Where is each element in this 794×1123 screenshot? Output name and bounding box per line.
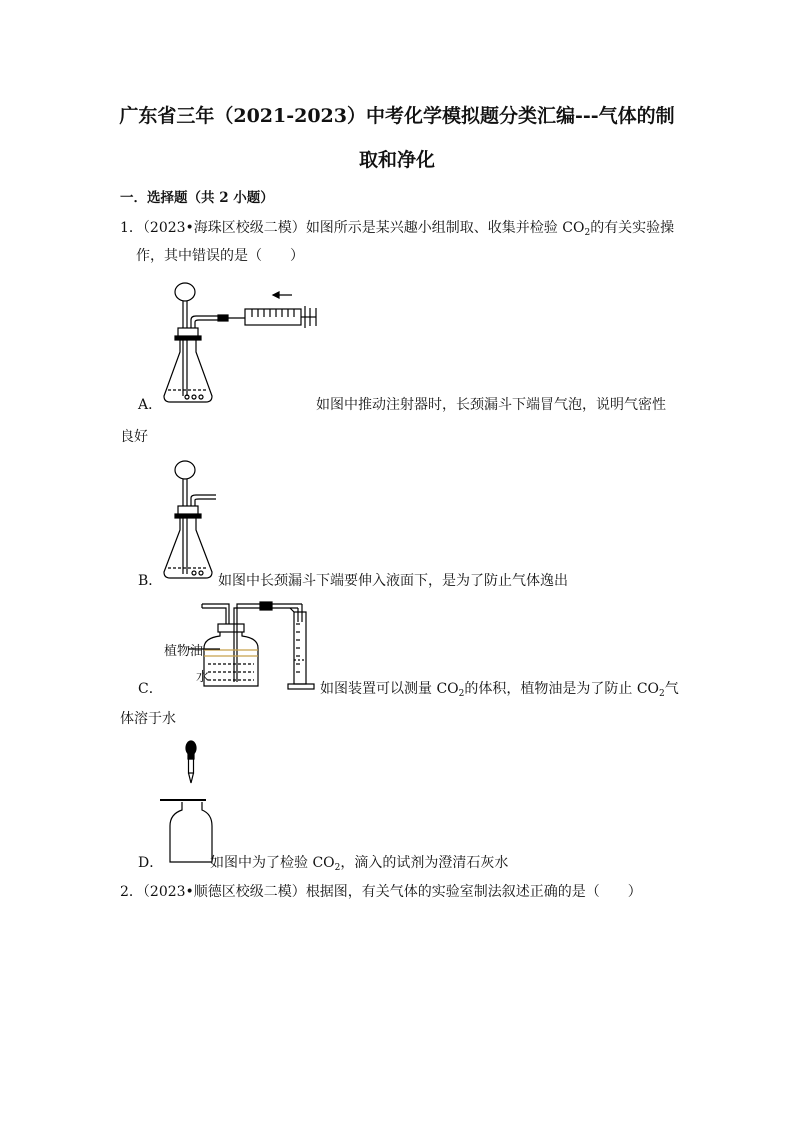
- figure-a-apparatus: [160, 278, 330, 408]
- question-stem: 根据图，有关气体的实验室制法叙述正确的是（ ）: [305, 884, 642, 900]
- option-a-text-continued: 良好: [120, 429, 148, 445]
- gas-bottle: [204, 630, 258, 686]
- figure-label-water: 水: [196, 670, 210, 685]
- page-title: 广东省三年（2021-2023）中考化学模拟题分类汇编---气体的制: [119, 105, 675, 127]
- question-source: （2023•顺德区校级二模）: [142, 884, 306, 900]
- question-stem: 如图所示是某兴趣小组制取、收集并检验 CO: [305, 220, 585, 236]
- option-c-text-part: 如图装置可以测量 CO: [320, 681, 459, 697]
- option-b-text: 如图中长颈漏斗下端要伸入液面下，是为了防止气体逸出: [218, 573, 568, 589]
- dropper-bulb: [186, 741, 196, 755]
- option-d-text: [210, 852, 508, 873]
- gas-collecting-bottle: [170, 802, 212, 862]
- page-title-continued: 取和净化: [358, 149, 435, 171]
- figure-b-apparatus: [160, 458, 230, 584]
- syringe-barrel: [245, 309, 301, 325]
- option-a-label[interactable]: A．: [138, 397, 163, 413]
- option-d-text-part: 如图中为了检验 CO: [210, 855, 335, 871]
- question-source: （2023•海珠区校级二模）: [142, 220, 306, 236]
- subscript: 2: [458, 689, 465, 699]
- option-c-text-continued: 体溶于水: [120, 711, 176, 727]
- option-d-text-part: ，滴入的试剂为澄清石灰水: [340, 855, 509, 871]
- arrow-left-icon: [273, 292, 292, 298]
- subscript: 2: [584, 228, 591, 238]
- subscript: 2: [334, 863, 341, 873]
- question-number: 1．: [120, 220, 143, 236]
- option-a-text: 如图中推动注射器时，长颈漏斗下端冒气泡，说明气密性: [316, 397, 666, 413]
- figure-d-apparatus: [160, 736, 220, 866]
- conical-flask: [164, 340, 212, 402]
- figure-label-oil: 植物油: [164, 644, 204, 659]
- funnel-bulb: [175, 283, 195, 301]
- figure-c-apparatus: [190, 600, 320, 692]
- option-c-text-part: 的体积，植物油是为了防止 CO: [464, 681, 660, 697]
- option-c-text: [320, 678, 679, 699]
- question-1-line2: 作，其中错误的是（ ）: [136, 248, 304, 264]
- question-number: 2．: [120, 884, 143, 900]
- option-c-label[interactable]: C．: [138, 681, 163, 697]
- option-b-label[interactable]: B．: [138, 573, 163, 589]
- option-c-text-part: 气: [664, 681, 679, 697]
- question-1-line1: [120, 218, 674, 243]
- option-d-label[interactable]: D．: [138, 855, 164, 871]
- subscript: 2: [659, 689, 665, 699]
- section-heading: 一．选择题（共 2 小题）: [120, 190, 274, 206]
- question-stem-tail: 的有关实验操: [590, 220, 675, 236]
- question-2: [120, 882, 642, 902]
